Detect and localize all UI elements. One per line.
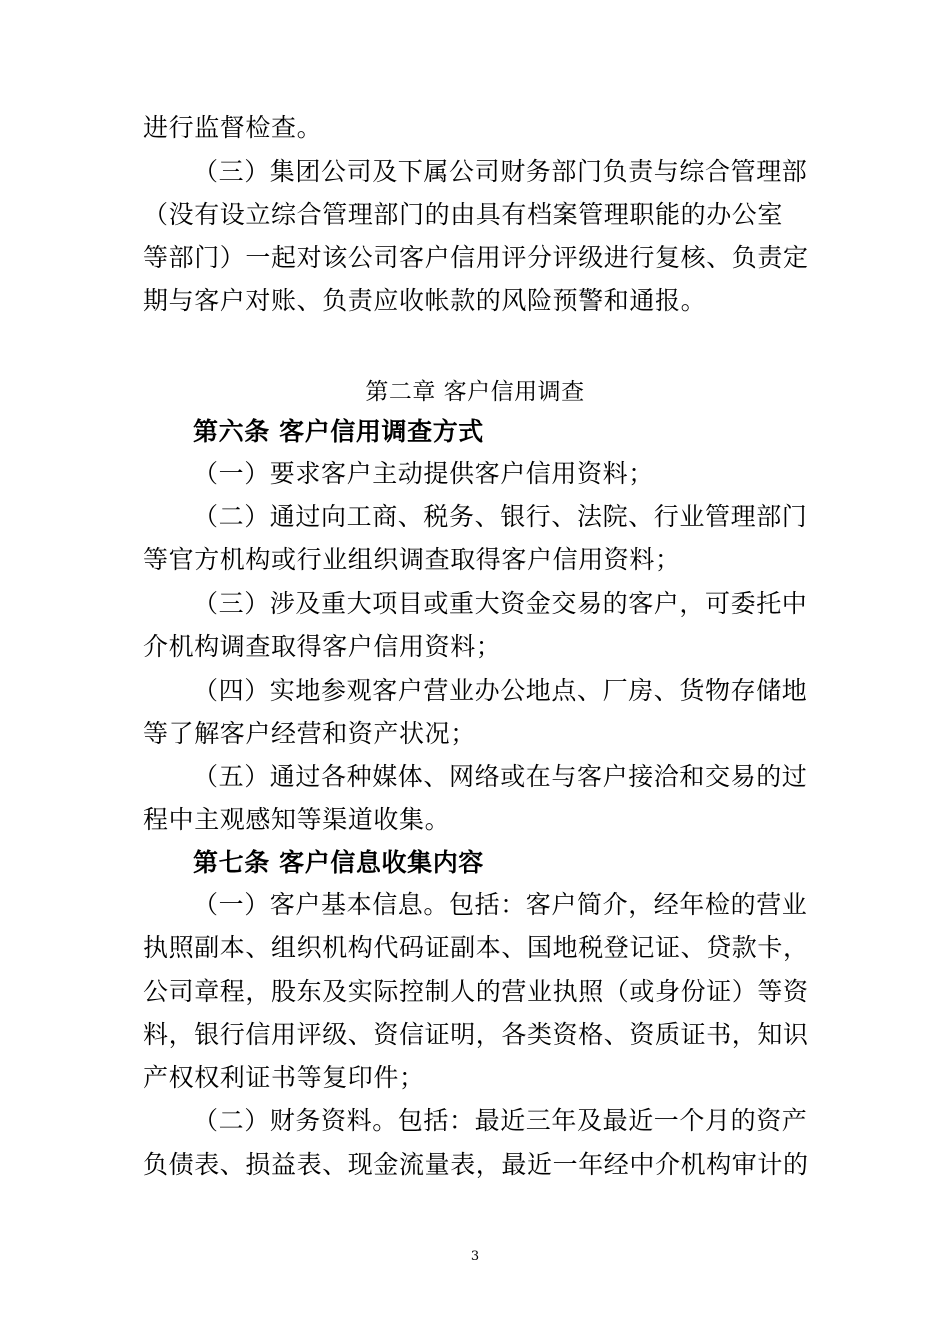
list-item: （三）涉及重大项目或重大资金交易的客户，可委托中: [193, 589, 808, 618]
list-item: （四）实地参观客户营业办公地点、厂房、货物存储地: [193, 676, 808, 705]
paragraph-line: 期与客户对账、负责应收帐款的风险预警和通报。: [143, 286, 707, 315]
list-item: （一）客户基本信息。包括：客户简介，经年检的营业: [193, 890, 808, 919]
paragraph-line: 执照副本、组织机构代码证副本、国地税登记证、贷款卡，: [143, 933, 809, 962]
paragraph-line: 负债表、损益表、现金流量表，最近一年经中介机构审计的: [143, 1150, 809, 1179]
article-heading: 第七条 客户信息收集内容: [193, 848, 484, 877]
list-item: （二）财务资料。包括：最近三年及最近一个月的资产: [193, 1106, 808, 1135]
paragraph-line: 进行监督检查。: [143, 113, 323, 142]
chapter-title: 第二章 客户信用调查: [365, 379, 585, 405]
paragraph-line: 程中主观感知等渠道收集。: [143, 805, 451, 834]
paragraph-line: 公司章程，股东及实际控制人的营业执照（或身份证）等资: [143, 977, 809, 1006]
paragraph-line: 料，银行信用评级、资信证明，各类资格、资质证书，知识: [143, 1020, 809, 1049]
list-item: （一）要求客户主动提供客户信用资料；: [193, 459, 654, 488]
paragraph-line: 等部门）一起对该公司客户信用评分评级进行复核、负责定: [143, 243, 809, 272]
paragraph-line: 等官方机构或行业组织调查取得客户信用资料；: [143, 545, 681, 574]
article-heading: 第六条 客户信用调查方式: [193, 417, 484, 446]
list-item: （二）通过向工商、税务、银行、法院、行业管理部门: [193, 502, 808, 531]
paragraph-line: （三）集团公司及下属公司财务部门负责与综合管理部: [193, 157, 808, 186]
paragraph-line: 介机构调查取得客户信用资料；: [143, 632, 502, 661]
paragraph-line: （没有设立综合管理部门的由具有档案管理职能的办公室: [143, 200, 784, 229]
paragraph-line: 等了解客户经营和资产状况；: [143, 719, 476, 748]
paragraph-line: 产权权利证书等复印件；: [143, 1063, 425, 1092]
list-item: （五）通过各种媒体、网络或在与客户接洽和交易的过: [193, 762, 808, 791]
page-number: 3: [470, 1249, 480, 1264]
